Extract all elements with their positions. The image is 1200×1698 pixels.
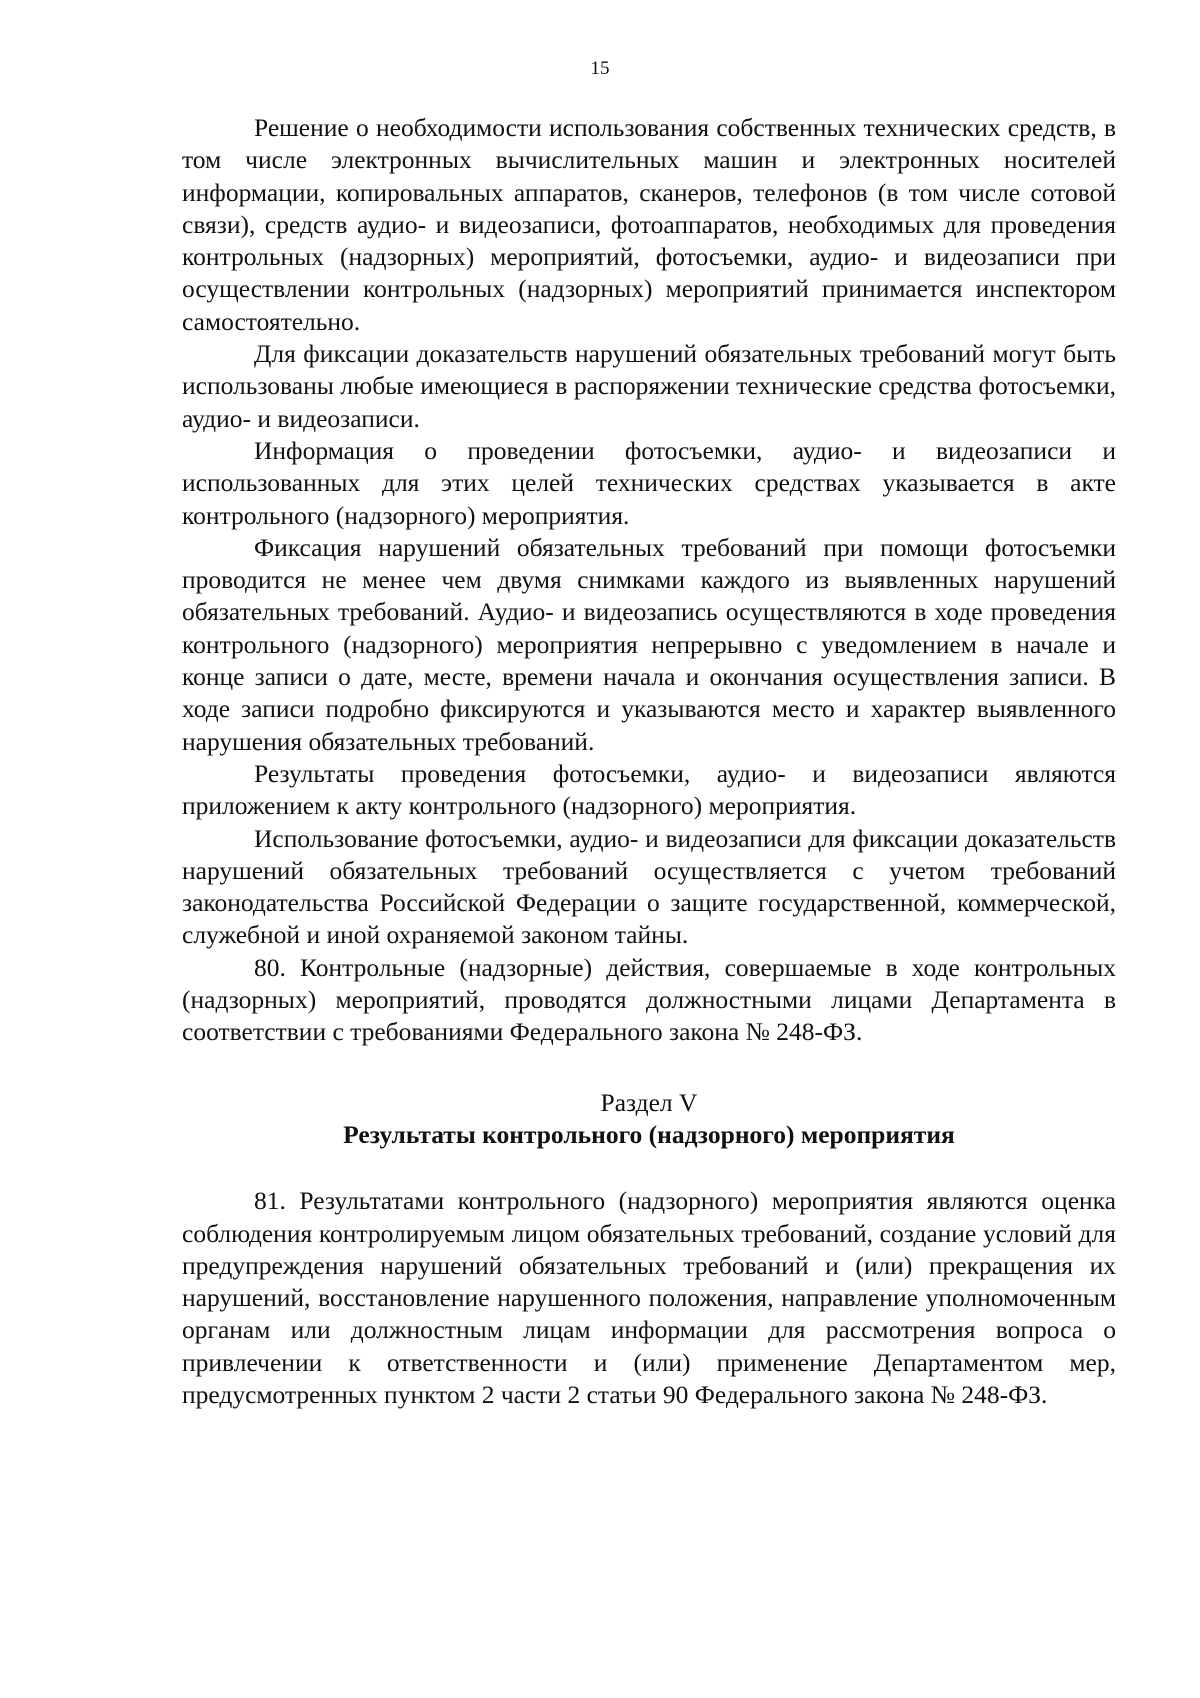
- section-number: Раздел V: [600, 1087, 698, 1117]
- paragraph-item-80: 80. Контрольные (надзорные) действия, совершаемые в ходе контрольных (надзорных) мероприятий, проводятся должностными лицами Департамента в соответствии с требованиями Федерального закона № 248-ФЗ.: [182, 952, 1116, 1047]
- paragraph-recording-info: Информация о проведении фотосъемки, аудио- и видеозаписи и использованных для этих целей технических средствах указывается в акте контрольного (надзорного) мероприятия.: [182, 435, 1116, 530]
- paragraph-technical-means: Решение о необходимости использования собственных технических средств, в том числе электронных вычислительных машин и электронных носителей информации, копировальных аппаратов, сканеров, телефонов (в том числе сотовой связи), средств аудио- и видеозаписи, фотоаппаратов, необходимых для проведения контрольных (надзорных) мероприятий, фотосъемки, аудио- и видеозаписи при осуществлении контрольных (надзорных) мероприятий принимается инспектором самостоятельно.: [182, 113, 1116, 336]
- paragraph-photo-fixation: Фиксация нарушений обязательных требований при помощи фотосъемки проводится не менее чем двумя снимками каждого из выявленных нарушений обязательных требований. Аудио- и видеозапись осуществляются в ходе проведения контрольного (надзорного) мероприятия непрерывно с уведомлением в начале и конце записи о дате, месте, времени начала и окончания осуществления записи. В ходе записи подробно фиксируются и указываются место и характер выявленного нарушения обязательных требований.: [182, 532, 1116, 756]
- page-number: 15: [590, 58, 610, 79]
- section-heading: [182, 1087, 1116, 1152]
- section-title: Результаты контрольного (надзорного) мероприятия: [343, 1119, 955, 1149]
- paragraph-recording-usage: Использование фотосъемки, аудио- и видеозаписи для фиксации доказательств нарушений обязательных требований осуществляется с учетом требований законодательства Российской Федерации о защите государственной, коммерческой, служебной и иной охраняемой законом тайны.: [182, 823, 1116, 950]
- document-body: [182, 112, 1116, 1411]
- paragraph-item-81: 81. Результатами контрольного (надзорного) мероприятия являются оценка соблюдения контролируемым лицом обязательных требований, создание условий для предупреждения нарушений обязательных требований и (или) прекращения их нарушений, восстановление нарушенного положения, направление уполномоченным органам или должностным лицам информации для рассмотрения вопроса о привлечении к ответственности и (или) применение Департаментом мер, предусмотренных пунктом 2 части 2 статьи 90 Федерального закона № 248-ФЗ.: [182, 1186, 1116, 1409]
- paragraph-recording-results: Результаты проведения фотосъемки, аудио- и видеозаписи являются приложением к акту контрольного (надзорного) мероприятия.: [182, 758, 1116, 821]
- paragraph-evidence-fixation: Для фиксации доказательств нарушений обязательных требований могут быть использованы любые имеющиеся в распоряжении технические средства фотосъемки, аудио- и видеозаписи.: [182, 339, 1116, 433]
